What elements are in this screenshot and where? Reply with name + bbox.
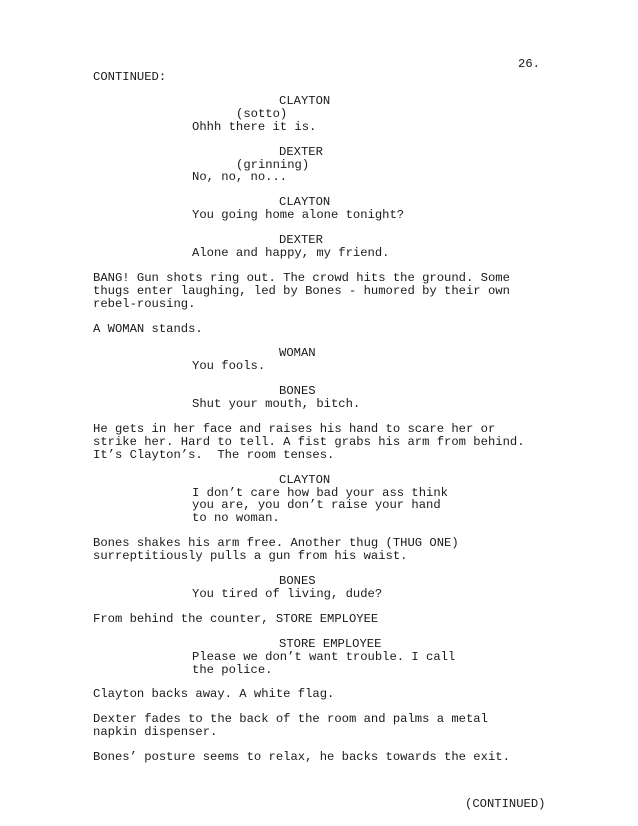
action-line: A WOMAN stands. (93, 321, 203, 336)
action-block (0, 688, 638, 701)
dialogue-line: you are, you don’t raise your hand (192, 498, 441, 513)
action-block (0, 323, 638, 336)
dialogue-line: Shut your mouth, bitch. (192, 397, 361, 412)
dialogue-line: You fools. (192, 359, 266, 374)
character-name: DEXTER (279, 144, 323, 159)
action-block (0, 272, 638, 311)
character-name: CLAYTON (279, 472, 331, 487)
action-line: strike her. Hard to tell. A fist grabs his arm from behind. (93, 434, 525, 449)
character-name: BONES (279, 384, 316, 399)
character-name: DEXTER (279, 233, 323, 248)
dialogue-line: You going home alone tonight? (192, 208, 405, 223)
action-line: thugs enter laughing, led by Bones - humored by their own (93, 283, 510, 298)
dialogue-line: the police. (192, 662, 273, 677)
script-body (0, 95, 638, 776)
character-name: CLAYTON (279, 195, 331, 210)
action-line: Bones’ posture seems to relax, he backs towards the exit. (93, 750, 510, 765)
action-line: napkin dispenser. (93, 725, 218, 740)
dialogue-block (0, 347, 638, 373)
action-block (0, 751, 638, 764)
action-line: BANG! Gun shots ring out. The crowd hits the ground. Some (93, 270, 510, 285)
action-block (0, 537, 638, 563)
action-block (0, 713, 638, 739)
action-block (0, 613, 638, 626)
dialogue-line: Alone and happy, my friend. (192, 246, 390, 261)
action-line: surreptitiously pulls a gun from his waist. (93, 549, 408, 564)
dialogue-line: No, no, no... (192, 170, 288, 185)
action-block (0, 423, 638, 462)
footer-continued: (CONTINUED) (465, 797, 546, 811)
dialogue-block (0, 575, 638, 601)
parenthetical: (sotto) (236, 106, 288, 121)
header-continued: CONTINUED: (93, 70, 167, 84)
character-name: BONES (279, 574, 316, 589)
dialogue-block (0, 146, 638, 185)
character-name: CLAYTON (279, 94, 331, 108)
action-line: From behind the counter, STORE EMPLOYEE (93, 611, 379, 626)
dialogue-block (0, 385, 638, 411)
action-line: Clayton backs away. A white flag. (93, 687, 335, 702)
action-line: rebel-rousing. (93, 296, 196, 311)
dialogue-line: I don’t care how bad your ass think (192, 485, 448, 500)
character-name: WOMAN (279, 346, 316, 361)
action-line: Bones shakes his arm free. Another thug (THUG ONE) (93, 536, 459, 551)
dialogue-block (0, 234, 638, 260)
dialogue-block (0, 638, 638, 677)
character-name: STORE EMPLOYEE (279, 636, 382, 651)
dialogue-line: Please we don’t want trouble. I call (192, 649, 456, 664)
dialogue-block (0, 95, 638, 134)
action-line: Dexter fades to the back of the room and palms a metal (93, 712, 488, 727)
action-line: He gets in her face and raises his hand to scare her or (93, 422, 496, 437)
page-number: 26. (518, 57, 540, 71)
dialogue-block (0, 196, 638, 222)
action-line: It’s Clayton’s. The room tenses. (93, 447, 335, 462)
dialogue-block (0, 474, 638, 526)
dialogue-line: You tired of living, dude? (192, 586, 383, 601)
dialogue-line: Ohhh there it is. (192, 119, 317, 134)
dialogue-line: to no woman. (192, 511, 280, 526)
parenthetical: (grinning) (236, 157, 310, 172)
